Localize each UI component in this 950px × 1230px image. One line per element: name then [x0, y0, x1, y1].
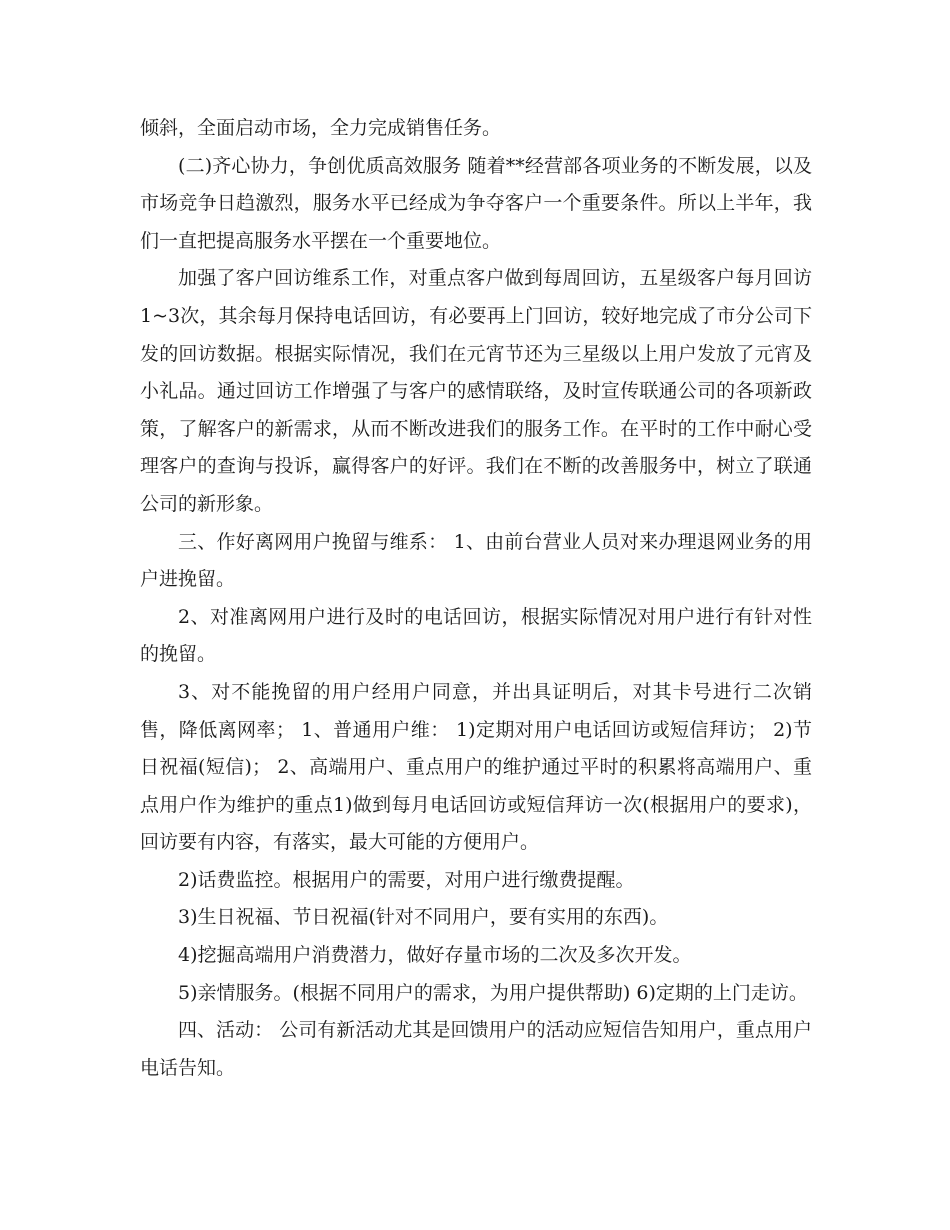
paragraph: 四、活动： 公司有新活动尤其是回馈用户的活动应短信告知用户，重点用户电话告知。: [140, 1019, 812, 1079]
paragraph: 三、作好离网用户挽留与维系： 1、由前台营业人员对来办理退网业务的用户进挽留。: [140, 530, 812, 591]
paragraph: 3)生日祝福、节日祝福(针对不同用户，要有实用的东西)。: [178, 906, 669, 929]
paragraph: 倾斜，全面启动市场，全力完成销售任务。: [140, 117, 502, 139]
paragraph: 加强了客户回访维系工作，对重点客户做到每周回访，五星级客户每月回访1~3次，其余每月保持电话回访，有必要再上门回访，较好地完成了市分公司下发的回访数据。根据实际情况，我们在元宵节还为三星级以上用户发放了元宵及小礼品。通过回访工作增强了与客户的感情联络，及时宣传联通公司的各项新政策，了解客户的新需求，从而不断改进我们的服务工作。在平时的工作中耐心受理客户的查询与投诉，赢得客户的好评。我们在不断的改善服务中，树立了联通公司的新形象。: [140, 267, 812, 515]
document-body: [140, 110, 812, 1087]
paragraph: 2)话费监控。根据用户的需要，对用户进行缴费提醒。: [178, 868, 635, 891]
paragraph: 4)挖掘高端用户消费潜力，做好存量市场的二次及多次开发。: [178, 944, 692, 967]
paragraph: 5)亲情服务。(根据不同用户的需求，为用户提供帮助) 6)定期的上门走访。: [178, 981, 808, 1004]
paragraph: (二)齐心协力，争创优质高效服务 随着**经营部各项业务的不断发展，以及市场竞争日趋激烈，服务水平已经成为争夺客户一个重要条件。所以上半年，我们一直把提高服务水平摆在一个重要地位。: [140, 154, 812, 252]
paragraph: 2、对准离网用户进行及时的电话回访，根据实际情况对用户进行有针对性的挽留。: [140, 605, 812, 666]
paragraph: 3、对不能挽留的用户经用户同意，并出具证明后，对其卡号进行二次销售，降低离网率； 1、普通用户维： 1)定期对用户电话回访或短信拜访； 2)节日祝福(短信)； 2、高端用户、重点用户的维护通过平时的积累将高端用户、重点用户作为维护的重点1)做到每月电话回访或短信拜访一次(根据用户的要求)，回访要有内容，有落实，最大可能的方便用户。: [140, 680, 812, 854]
